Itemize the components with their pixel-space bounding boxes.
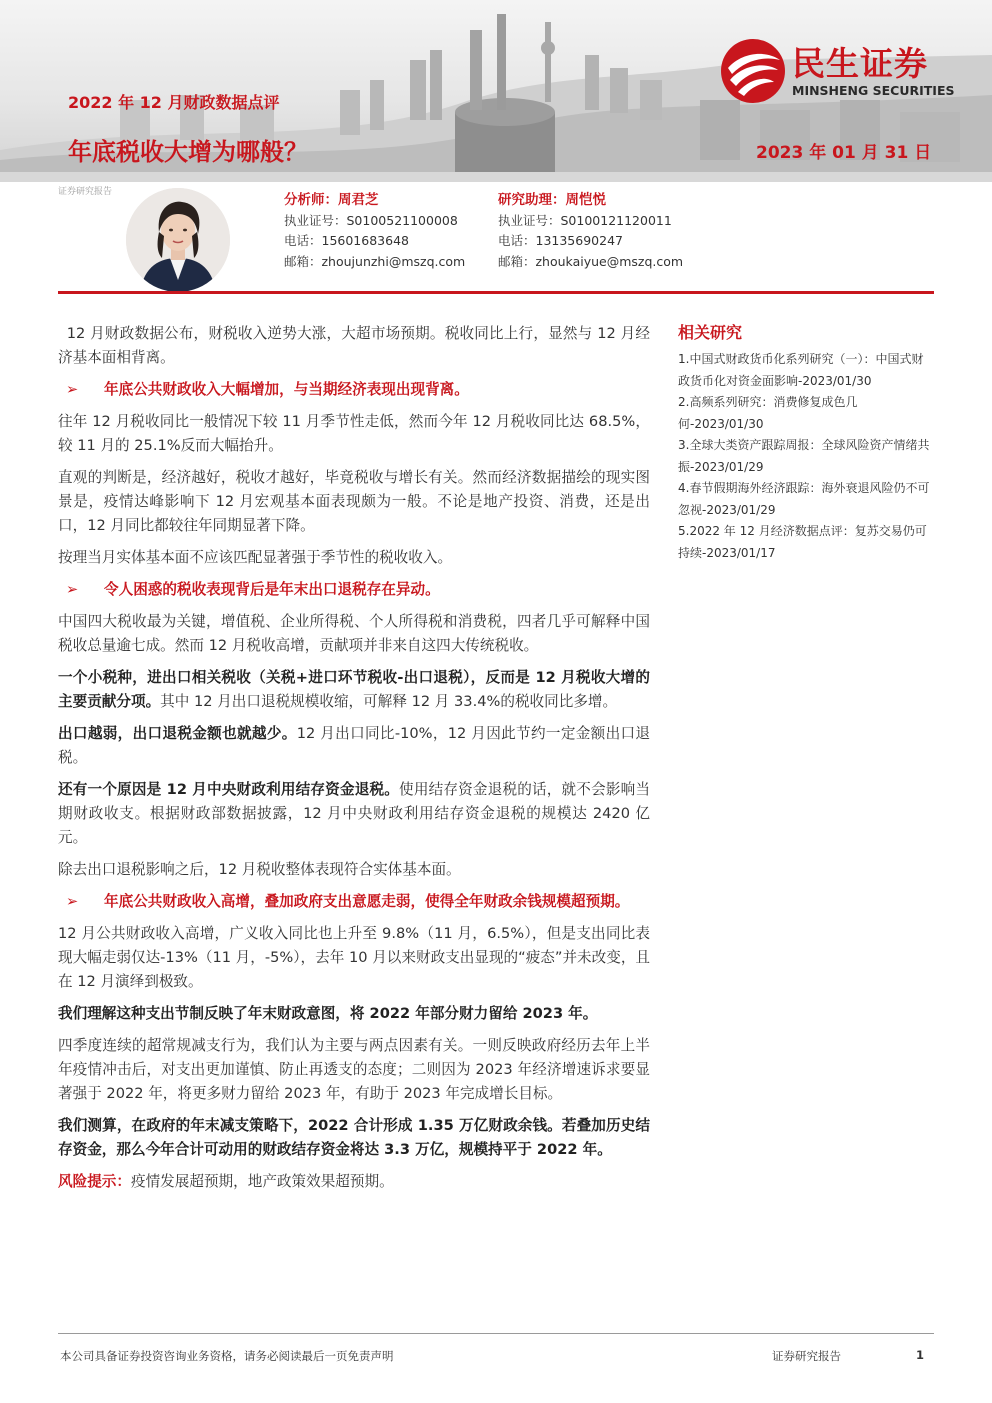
logo-mark-icon [720,38,786,104]
paragraph: 12 月公共财政收入高增，广义收入同比也上升至 9.8%（11 月，6.5%），但是支出同比表现大幅走弱仅达-13%（11 月，-5%），去年 10 月以来财政支出显现的“疲态”并未改变，且在 12 月演绎到极致。 [58,925,651,990]
analyst-name: 研究助理：周恺悦 [498,192,606,208]
analyst-info-1 [284,190,465,272]
analyst-phone: 电话：13135690247 [498,233,623,248]
intro-paragraph: 12 月财政数据公布，财税收入逆势大涨，大超市场预期。税收同比上行，显然与 12 月经济基本面相背离。 [58,325,650,366]
bold-lead: 我们理解这种支出节制反映了年末财政意图，将 2022 年部分财力留给 2023 年。 [58,1005,598,1022]
arrow-bullet-icon: ➢ [66,581,79,598]
arrow-bullet-icon: ➢ [66,893,79,910]
related-research-sidebar [678,320,932,564]
arrow-bullet-icon: ➢ [66,381,79,398]
related-research-item[interactable]: 1.中国式财政货币化系列研究（一）：中国式财政货币化对资金面影响-2023/01/30 [678,352,924,388]
related-research-item[interactable]: 3.全球大类资产跟踪周报：全球风险资产情绪共振-2023/01/29 [678,438,930,474]
bold-lead: 还有一个原因是 12 月中央财政利用结存资金退税。 [58,781,400,798]
paragraph [58,1114,650,1162]
analyst-license: 执业证号：S0100521100008 [284,212,458,228]
analyst-info-2 [498,190,683,272]
analyst-phone: 电话：15601683648 [284,233,409,248]
paragraph: 往年 12 月税收同比一般情况下较 11 月季节性走低，然而今年 12 月税收同比达 68.5%，较 11 月的 25.1%反而大幅抬升。 [58,413,650,454]
analyst-email[interactable]: 邮箱：zhoujunzhi@mszq.com [284,253,466,269]
section-heading-text: 年底公共财政收入大幅增加，与当期经济表现出现背离。 [104,381,469,398]
paragraph: 除去出口退税影响之后，12 月税收整体表现符合实体基本面。 [58,861,461,878]
footer-divider [58,1333,934,1334]
analyst-name: 分析师：周君芝 [284,192,379,208]
page-title: 年底税收大增为哪般？ [68,138,308,166]
paragraph: 四季度连续的超常规减支行为，我们认为主要与两点因素有关。一则反映政府经历去年上半年疫情冲击后，对支出更加谨慎、防止再透支的态度；二则因为 2023 年经济增速诉求要显著强于 2022 年，将更多财力留给 2023 年，有助于 2023 年完成增长目标。 [58,1037,650,1102]
risk-label: 风险提示： [58,1173,131,1190]
paragraph-rest: 使用结存资金退税的话，就不会影响当期财政收支。根据财政部数据披露，12 月中央财政利用结存资金退税的规模达 2420 亿元。 [58,781,650,846]
paragraph [58,722,650,770]
company-logo [720,36,970,106]
section-heading-1 [58,378,650,402]
paragraph [58,666,650,714]
related-research-item[interactable]: 5.2022 年 12 月经济数据点评：复苏交易仍可持续-2023/01/17 [678,524,927,560]
risk-paragraph [58,1170,650,1194]
paragraph [58,778,650,850]
section-heading-3 [58,890,650,914]
bold-lead: 出口越弱，出口退税金额也就越少。 [58,725,297,742]
analyst-license: 执业证号：S0100121120011 [498,212,672,228]
analyst-email[interactable]: 邮箱：zhoukaiyue@mszq.com [498,253,684,269]
paragraph: 直观的判断是，经济越好，税收才越好，毕竟税收与增长有关。然而经济数据描绘的现实图景是，疫情达峰影响下 12 月宏观基本面表现颇为一般。不论是地产投资、消费，还是出口，12 月同比都较往年同期显著下降。 [58,469,650,534]
related-research-item[interactable]: 2.高频系列研究：消费修复成色几何-2023/01/30 [678,395,858,431]
header-divider [58,291,934,294]
section-heading-text: 年底公共财政收入高增，叠加政府支出意愿走弱，使得全年财政余钱规模超预期。 [104,893,630,910]
section-heading-2 [58,578,650,602]
footer-disclaimer: 本公司具备证券投资咨询业务资格，请务必阅读最后一页免责声明 [60,1349,394,1363]
paragraph: 中国四大税收最为关键，增值税、企业所得税、个人所得税和消费税，四者几乎可解释中国税收总量逾七成。然而 12 月税收高增，贡献项并非来自这四大传统税收。 [58,613,650,654]
header-banner [0,0,992,182]
logo-text-en: MINSHENG SECURITIES [792,83,955,98]
watermark-text: 证券研究报告 [58,187,113,197]
bold-lead: 一个小税种，进出口相关税收（关税+进口环节税收-出口退税），反而是 12 月税收大增的主要贡献分项。 [58,669,650,710]
paragraph [58,1002,650,1026]
paragraph: 按理当月实体基本面不应该匹配显著强于季节性的税收收入。 [58,549,453,566]
analyst-avatar [126,188,230,292]
footer-doc-type: 证券研究报告 [772,1349,841,1363]
report-type: 2022 年 12 月财政数据点评 [68,93,280,112]
report-body [58,322,650,1202]
related-research-title: 相关研究 [678,323,743,342]
report-date: 2023 年 01 月 31 日 [756,143,932,163]
page-number: 1 [916,1348,925,1362]
bold-lead: 我们测算，在政府的年末减支策略下，2022 合计形成 1.35 万亿财政余钱。若叠加历史结存资金，那么今年合计可动用的财政结存资金将达 3.3 万亿，规模持平于 2022 年。 [58,1117,650,1158]
section-heading-text: 令人困惑的税收表现背后是年末出口退税存在异动。 [104,581,440,598]
paragraph-rest: 其中 12 月出口退税规模收缩，可解释 12 月 33.4%的税收同比多增。 [160,693,618,710]
risk-text: 疫情发展超预期，地产政策效果超预期。 [130,1173,394,1190]
paragraph-rest: 12 月出口同比-10%，12 月因此节约一定金额出口退税。 [58,725,650,766]
related-research-item[interactable]: 4.春节假期海外经济跟踪：海外衰退风险仍不可忽视-2023/01/29 [678,481,930,517]
logo-text-cn: 民生证券 [792,44,928,83]
